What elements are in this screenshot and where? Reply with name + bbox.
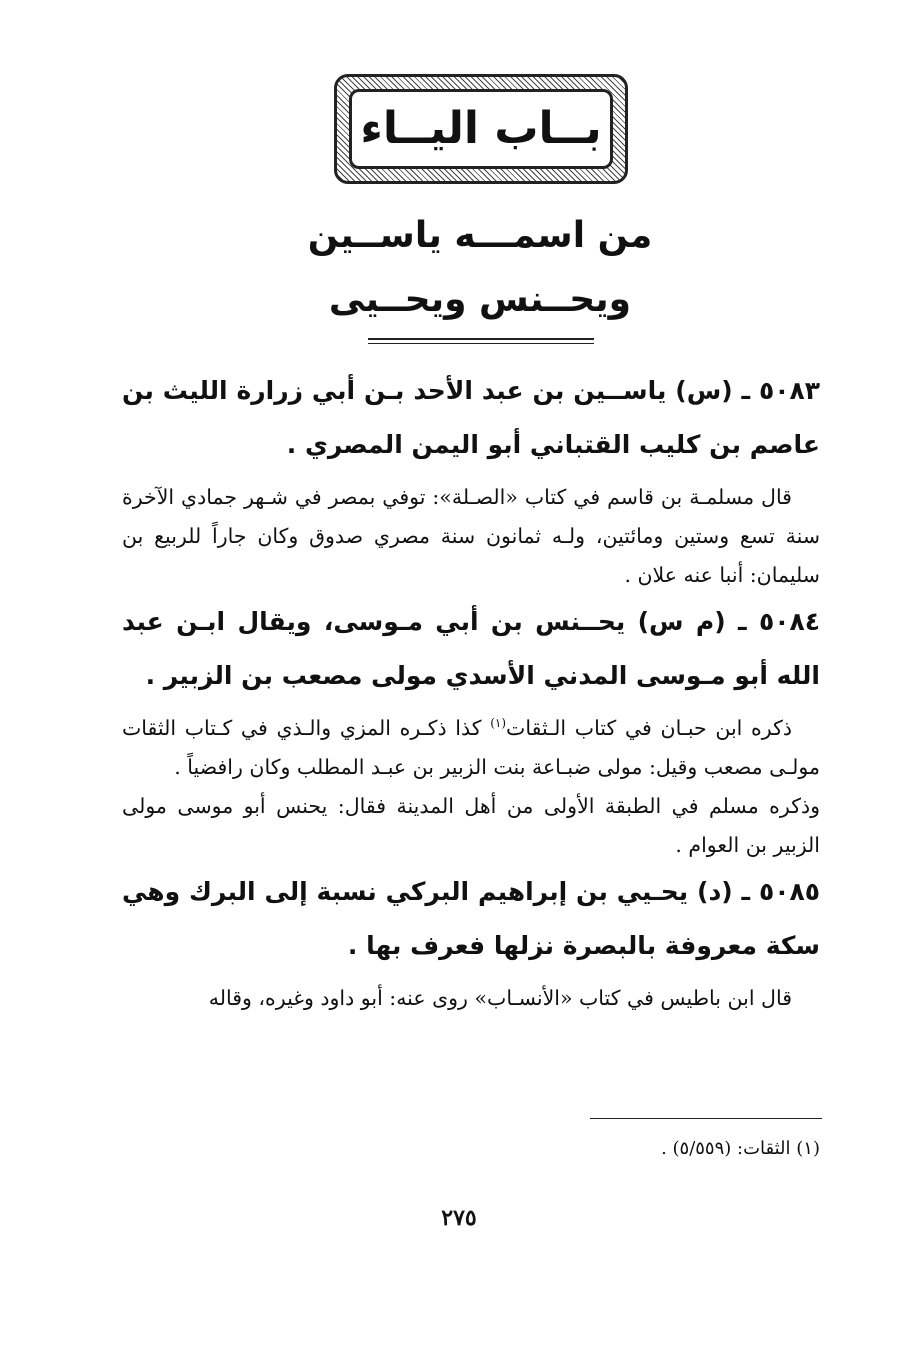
main-text — [122, 364, 820, 1018]
entry-body: قال ابن باطيس في كتاب «الأنسـاب» روى عنه: أبو داود وغيره، وقاله — [208, 986, 792, 1010]
section-title-line2: ويحــنس ويحــيى — [328, 279, 632, 320]
footnote-divider — [590, 1118, 822, 1119]
footnote-marker: (١) — [490, 716, 507, 731]
footnote: (١) الثقات: (٥/٥٥٩) . — [661, 1138, 820, 1159]
title-divider — [368, 338, 594, 340]
page-number: ٢٧٥ — [441, 1205, 477, 1231]
entry-body — [122, 709, 820, 787]
title-divider-thin — [368, 343, 594, 344]
entry-body-text: ذكره ابن حبـان في كتاب الـثقات — [506, 716, 792, 740]
section-title-line1: من اسمـــه ياســين — [307, 215, 653, 256]
entry-heading: ٥٠٨٥ ـ (د) يحـيي بن إبراهيم البركي نسبة إلى البرك وهي سكة معروفة بالبصرة نزلها فعرف بها . — [122, 877, 820, 960]
entry-body: وذكره مسلم في الطبقة الأولى من أهل المدينة فقال: يحنس أبو موسى مولى الزبير بن العوام . — [122, 794, 820, 857]
entry-body-text: كذا ذكـره المزي والـذي في كـتاب الثقات مولـى مصعب وقيل: مولى ضبـاعة بنت الزبير بن عبـد المطلب وكان رافضياً . — [122, 716, 820, 779]
chapter-heading-frame — [334, 74, 628, 184]
entry-body: قال مسلمـة بن قاسم في كتاب «الصـلة»: توفي بمصر في شـهر جمادي الآخرة سنة تسع وستين ومائتين، ولـه ثمانون سنة مصري صدوق وكان جاراً للربيع بن سليمان: أنبا عنه علان . — [122, 485, 820, 587]
chapter-heading-inner — [349, 89, 613, 169]
chapter-title: بــاب اليــاء — [360, 103, 602, 154]
entry-heading: ٥٠٨٤ ـ (م س) يحــنس بن أبي مـوسى، ويقال ابـن عبد الله أبو مـوسى المدني الأسدي مولى مصعب بن الزبير . — [122, 607, 820, 690]
entry-heading: ٥٠٨٣ ـ (س) ياســين بن عبد الأحد بـن أبي زرارة الليث بن عاصم بن كليب القتباني أبو اليمن المصري . — [122, 376, 820, 459]
